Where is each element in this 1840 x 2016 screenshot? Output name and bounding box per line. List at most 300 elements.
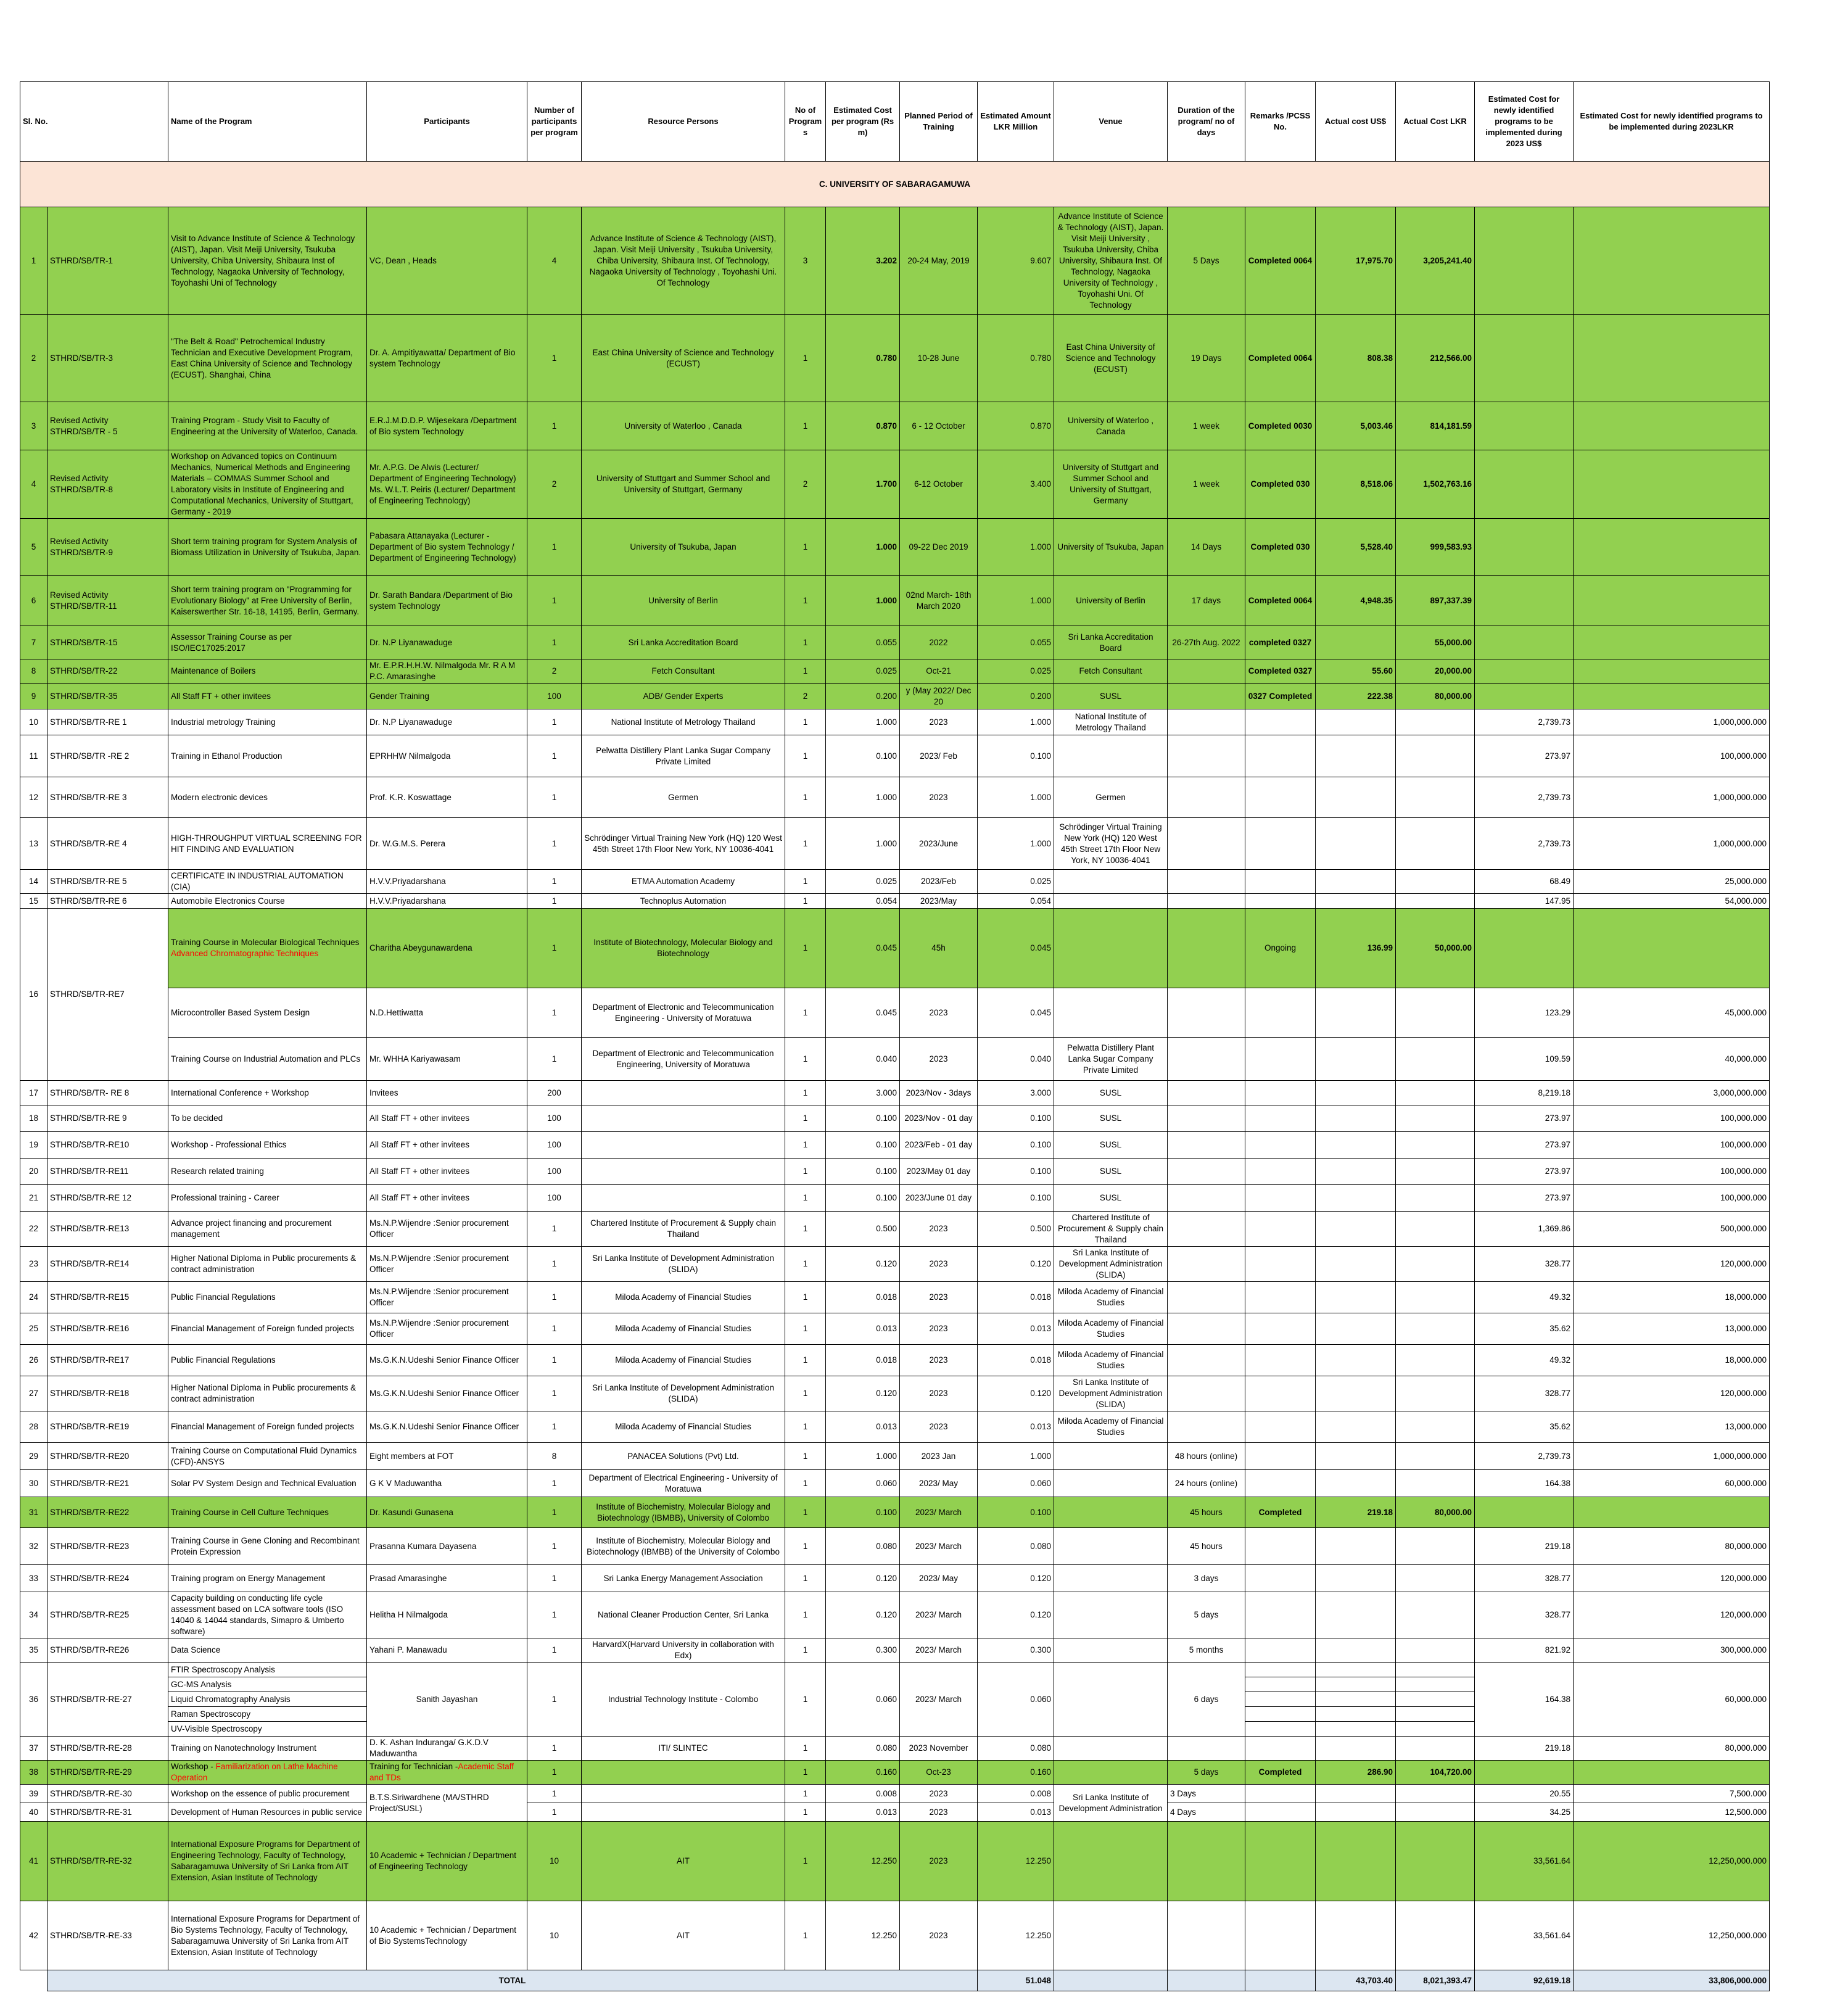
row-actual-lkr — [1396, 988, 1475, 1038]
row-no-programs: 1 — [785, 576, 826, 626]
table-row — [20, 870, 1770, 894]
row-est-cost: 1.000 — [826, 709, 900, 735]
row-est-usd: 68.49 — [1475, 870, 1574, 894]
row-est-lkr: 18,000.000 — [1574, 1282, 1770, 1313]
row-period: 2022 — [900, 626, 978, 659]
row-est-lkr: 1,000,000.000 — [1574, 818, 1770, 870]
row-pcss — [1245, 894, 1316, 909]
header-program: Name of the Program — [168, 82, 367, 162]
row-program-name — [168, 1497, 367, 1528]
row-program-name — [168, 818, 367, 870]
row-num-participants: 1 — [527, 1592, 582, 1638]
row-venue — [1054, 1565, 1168, 1592]
row-est-lkr: 100,000.000 — [1574, 735, 1770, 777]
row-est-usd: 49.32 — [1475, 1345, 1574, 1376]
row-sl: 5 — [20, 519, 47, 576]
row-est-cost: 0.100 — [826, 1185, 900, 1212]
row-sl: 22 — [20, 1212, 47, 1247]
row-program-name: Development of Human Resources in public service — [168, 1803, 367, 1822]
row-code: STHRD/SB/TR-RE 5 — [47, 870, 168, 894]
row-est-cost: 0.100 — [826, 1132, 900, 1159]
row-analysis-item: Liquid Chromatography Analysis — [168, 1692, 367, 1707]
row-analysis-item: UV-Visible Spectroscopy — [168, 1722, 367, 1737]
row-program-name — [168, 1470, 367, 1497]
row-est-lkr: 40,000.000 — [1574, 1038, 1770, 1081]
row-est-usd — [1475, 1761, 1574, 1785]
row-period: 2023 — [900, 1247, 978, 1282]
row-est-lkr: 60,000.000 — [1574, 1470, 1770, 1497]
row-est-amount: 0.018 — [978, 1282, 1054, 1313]
program-name-text: Advance project financing and procurement management — [171, 1218, 332, 1239]
table-row — [20, 909, 1770, 988]
row-est-cost: 0.200 — [826, 684, 900, 709]
row-code: STHRD/SB/TR-15 — [47, 626, 168, 659]
row-actual-usd — [1316, 1038, 1396, 1081]
row-actual-lkr — [1396, 709, 1475, 735]
row-actual-lkr — [1396, 1565, 1475, 1592]
row-duration — [1168, 1132, 1245, 1159]
row-resource: Schrödinger Virtual Training New York (HQ) 120 West 45th Street 17th Floor New York, NY 10036-4041 — [582, 818, 785, 870]
row-sl: 13 — [20, 818, 47, 870]
table-row — [20, 402, 1770, 450]
row-duration — [1168, 1105, 1245, 1132]
row-actual-usd — [1316, 1247, 1396, 1282]
row-actual-usd — [1316, 1185, 1396, 1212]
row-duration: 5 days — [1168, 1592, 1245, 1638]
row-actual-usd: 5,003.46 — [1316, 402, 1396, 450]
row-resource: Sri Lanka Institute of Development Administration (SLIDA) — [582, 1376, 785, 1411]
total-blank — [20, 1970, 47, 1991]
row-est-usd: 328.77 — [1475, 1247, 1574, 1282]
row-actual-usd — [1316, 1677, 1396, 1692]
row-est-cost: 0.040 — [826, 1038, 900, 1081]
row-code: STHRD/SB/TR-RE14 — [47, 1247, 168, 1282]
row-participants — [367, 1247, 527, 1282]
row-period: 2023/ May — [900, 1470, 978, 1497]
row-num-participants: 1 — [527, 1411, 582, 1443]
row-sl: 41 — [20, 1822, 47, 1901]
row-code: Revised Activity STHRD/SB/TR-8 — [47, 450, 168, 519]
row-no-programs: 1 — [785, 659, 826, 684]
row-resource: Sri Lanka Accreditation Board — [582, 626, 785, 659]
row-est-amount: 1.000 — [978, 519, 1054, 576]
row-actual-usd — [1316, 1528, 1396, 1565]
row-program-name — [168, 1081, 367, 1105]
row-sl: 2 — [20, 315, 47, 402]
row-duration — [1168, 894, 1245, 909]
row-program-name — [168, 519, 367, 576]
table-row — [20, 988, 1770, 1038]
row-sl: 28 — [20, 1411, 47, 1443]
program-name-text: HIGH-THROUGHPUT VIRTUAL SCREENING FOR HIT FINDING AND EVALUATION — [171, 833, 362, 854]
row-sl: 26 — [20, 1345, 47, 1376]
row-est-usd: 8,219.18 — [1475, 1081, 1574, 1105]
row-num-participants: 1 — [527, 1313, 582, 1345]
row-no-programs: 1 — [785, 1528, 826, 1565]
row-duration — [1168, 1376, 1245, 1411]
program-name-text: To be decided — [171, 1113, 223, 1123]
table-row — [20, 735, 1770, 777]
row-est-amount: 0.100 — [978, 1497, 1054, 1528]
row-venue — [1054, 1528, 1168, 1565]
row-est-usd: 20.55 — [1475, 1785, 1574, 1803]
row-duration — [1168, 870, 1245, 894]
row-est-amount: 0.100 — [978, 1105, 1054, 1132]
row-program-name — [168, 1411, 367, 1443]
header-num-participants: Number of participants per program — [527, 82, 582, 162]
row-code: STHRD/SB/TR-RE17 — [47, 1345, 168, 1376]
row-est-amount: 3.000 — [978, 1081, 1054, 1105]
row-est-amount: 0.120 — [978, 1376, 1054, 1411]
row-actual-lkr: 104,720.00 — [1396, 1761, 1475, 1785]
row-actual-lkr — [1396, 1081, 1475, 1105]
row-est-lkr: 1,000,000.000 — [1574, 709, 1770, 735]
row-actual-lkr — [1396, 1737, 1475, 1761]
row-est-amount: 0.160 — [978, 1761, 1054, 1785]
row-num-participants: 1 — [527, 1282, 582, 1313]
table-row — [20, 1592, 1770, 1638]
participants-text: All Staff FT + other invitees — [369, 1167, 469, 1176]
row-duration — [1168, 1282, 1245, 1313]
row-period: 2023 November — [900, 1737, 978, 1761]
row-num-participants: 1 — [527, 1345, 582, 1376]
row-actual-usd — [1316, 870, 1396, 894]
row-est-amount: 0.013 — [978, 1803, 1054, 1822]
row-actual-lkr — [1396, 894, 1475, 909]
row-est-usd: 147.95 — [1475, 894, 1574, 909]
row-actual-lkr — [1396, 1376, 1475, 1411]
row-est-cost: 0.100 — [826, 1497, 900, 1528]
row-program-name — [168, 684, 367, 709]
program-name-text: Workshop - Professional Ethics — [171, 1140, 287, 1149]
row-est-usd — [1475, 909, 1574, 988]
row-pcss — [1245, 1803, 1316, 1822]
row-period: 2023/ May — [900, 1565, 978, 1592]
row-sl: 21 — [20, 1185, 47, 1212]
row-est-lkr — [1574, 1761, 1770, 1785]
row-period: 02nd March- 18th March 2020 — [900, 576, 978, 626]
row-code: STHRD/SB/TR- RE 8 — [47, 1081, 168, 1105]
row-est-cost: 12.250 — [826, 1901, 900, 1970]
row-pcss — [1245, 1528, 1316, 1565]
row-est-usd: 123.29 — [1475, 988, 1574, 1038]
row-est-cost: 0.100 — [826, 735, 900, 777]
row-venue: Fetch Consultant — [1054, 659, 1168, 684]
participants-text: E.R.J.M.D.D.P. Wijesekara /Department of Bio system Technology — [369, 415, 517, 436]
row-est-cost: 0.500 — [826, 1212, 900, 1247]
header-est-usd-2023: Estimated Cost for newly identified programs to be implemented during 2023 US$ — [1475, 82, 1574, 162]
row-actual-lkr: 3,205,241.40 — [1396, 207, 1475, 315]
row-pcss — [1245, 1105, 1316, 1132]
row-actual-usd — [1316, 1722, 1396, 1737]
row-participants — [367, 1282, 527, 1313]
row-duration — [1168, 1212, 1245, 1247]
row-duration: 4 Days — [1168, 1803, 1245, 1822]
row-code: STHRD/SB/TR-RE23 — [47, 1528, 168, 1565]
row-venue: SUSL — [1054, 1159, 1168, 1185]
row-duration: 5 months — [1168, 1638, 1245, 1663]
row-duration — [1168, 1822, 1245, 1901]
row-actual-usd — [1316, 894, 1396, 909]
row-actual-lkr — [1396, 1785, 1475, 1803]
row-actual-usd: 4,948.35 — [1316, 576, 1396, 626]
participants-text: Ms.N.P.Wijendre :Senior procurement Officer — [369, 1218, 509, 1239]
row-program-name — [168, 207, 367, 315]
row-participants — [367, 1737, 527, 1761]
row-resource: Institute of Biotechnology, Molecular Biology and Biotechnology — [582, 909, 785, 988]
row-pcss — [1245, 1212, 1316, 1247]
row-participants — [367, 709, 527, 735]
row-est-cost: 0.100 — [826, 1159, 900, 1185]
row-est-cost: 1.000 — [826, 576, 900, 626]
row-est-lkr: 54,000.000 — [1574, 894, 1770, 909]
row-sl: 35 — [20, 1638, 47, 1663]
row-est-lkr: 12,250,000.000 — [1574, 1901, 1770, 1970]
row-est-lkr: 100,000.000 — [1574, 1105, 1770, 1132]
row-duration — [1168, 1185, 1245, 1212]
row-participants — [367, 1470, 527, 1497]
row-est-lkr — [1574, 402, 1770, 450]
row-est-usd: 328.77 — [1475, 1565, 1574, 1592]
row-duration: 45 hours — [1168, 1497, 1245, 1528]
row-est-amount: 0.120 — [978, 1565, 1054, 1592]
row-sl: 33 — [20, 1565, 47, 1592]
row-participants — [367, 659, 527, 684]
row-est-amount: 0.780 — [978, 315, 1054, 402]
row-actual-usd — [1316, 1901, 1396, 1970]
participants-text: Ms.N.P.Wijendre :Senior procurement Officer — [369, 1287, 509, 1307]
program-name-text: Industrial metrology Training — [171, 717, 276, 727]
row-actual-usd — [1316, 1212, 1396, 1247]
row-participants — [367, 1592, 527, 1638]
row-analysis-item: FTIR Spectroscopy Analysis — [168, 1663, 367, 1677]
row-code: STHRD/SB/TR-RE11 — [47, 1159, 168, 1185]
row-pcss — [1245, 1677, 1316, 1692]
row-actual-usd — [1316, 1592, 1396, 1638]
row-est-lkr: 100,000.000 — [1574, 1159, 1770, 1185]
row-period: 2023/ March — [900, 1592, 978, 1638]
row-est-lkr: 1,000,000.000 — [1574, 1443, 1770, 1470]
row-period: 2023 — [900, 1212, 978, 1247]
table-row — [20, 1282, 1770, 1313]
row-actual-lkr — [1396, 1411, 1475, 1443]
row-duration — [1168, 659, 1245, 684]
row-analysis-item: Raman Spectroscopy — [168, 1707, 367, 1722]
row-actual-usd: 55.60 — [1316, 659, 1396, 684]
row-venue — [1054, 909, 1168, 988]
row-est-amount: 0.055 — [978, 626, 1054, 659]
row-actual-lkr: 897,337.39 — [1396, 576, 1475, 626]
row-pcss — [1245, 1722, 1316, 1737]
row-est-amount: 0.060 — [978, 1470, 1054, 1497]
row-num-participants: 1 — [527, 909, 582, 988]
row-program-name — [168, 870, 367, 894]
row-num-participants: 1 — [527, 402, 582, 450]
row-est-amount: 0.100 — [978, 735, 1054, 777]
row-no-programs: 1 — [785, 1159, 826, 1185]
row-est-cost: 0.160 — [826, 1761, 900, 1785]
row-program-name — [168, 1313, 367, 1345]
header-actual-lkr: Actual Cost LKR — [1396, 82, 1475, 162]
row-est-amount: 0.025 — [978, 870, 1054, 894]
row-est-lkr: 18,000.000 — [1574, 1345, 1770, 1376]
program-name-text: "The Belt & Road" Petrochemical Industry Technician and Executive Development Program, East China University of Science and Technology (ECUST). Shanghai, China — [171, 336, 353, 379]
row-est-cost: 3.202 — [826, 207, 900, 315]
participants-text: Mr. E.P.R.H.H.W. Nilmalgoda Mr. R A M P.C. Amarasinghe — [369, 661, 516, 681]
row-num-participants: 1 — [527, 1247, 582, 1282]
row-est-amount: 1.000 — [978, 818, 1054, 870]
program-name-text: Training Course on Industrial Automation and PLCs — [171, 1054, 361, 1064]
row-est-lkr: 12,250,000.000 — [1574, 1822, 1770, 1901]
row-code: STHRD/SB/TR -RE 2 — [47, 735, 168, 777]
row-sl: 17 — [20, 1081, 47, 1105]
row-pcss — [1245, 1247, 1316, 1282]
row-period: 2023 — [900, 988, 978, 1038]
row-actual-usd — [1316, 1737, 1396, 1761]
row-est-amount: 0.300 — [978, 1638, 1054, 1663]
row-venue: University of Berlin — [1054, 576, 1168, 626]
row-venue: Sri Lanka Institute of Development Administration (SLIDA) — [1054, 1247, 1168, 1282]
row-duration: 3 Days — [1168, 1785, 1245, 1803]
row-no-programs: 1 — [785, 1345, 826, 1376]
row-pcss — [1245, 1663, 1316, 1677]
row-period: 6 - 12 October — [900, 402, 978, 450]
row-est-usd: 2,739.73 — [1475, 777, 1574, 818]
row-no-programs: 1 — [785, 1803, 826, 1822]
program-name-text: Training Program - Study Visit to Faculty of Engineering at the University of Waterloo, Canada. — [171, 415, 358, 436]
row-est-usd — [1475, 1497, 1574, 1528]
row-num-participants: 8 — [527, 1443, 582, 1470]
table-row — [20, 1528, 1770, 1565]
row-period: 2023 — [900, 1411, 978, 1443]
row-est-cost: 0.780 — [826, 315, 900, 402]
row-participants — [367, 450, 527, 519]
row-no-programs: 1 — [785, 1105, 826, 1132]
row-actual-usd — [1316, 988, 1396, 1038]
row-duration: 48 hours (online) — [1168, 1443, 1245, 1470]
row-duration — [1168, 1247, 1245, 1282]
row-code: STHRD/SB/TR-RE-32 — [47, 1822, 168, 1901]
row-participants — [367, 1159, 527, 1185]
row-pcss — [1245, 1638, 1316, 1663]
row-no-programs: 1 — [785, 1822, 826, 1901]
row-pcss — [1245, 1470, 1316, 1497]
row-participants — [367, 1497, 527, 1528]
row-duration: 17 days — [1168, 576, 1245, 626]
row-est-cost: 1.700 — [826, 450, 900, 519]
row-pcss: Completed — [1245, 1497, 1316, 1528]
table-row — [20, 1247, 1770, 1282]
program-name-text: Maintenance of Boilers — [171, 666, 256, 675]
row-code: Revised Activity STHRD/SB/TR - 5 — [47, 402, 168, 450]
row-sl: 14 — [20, 870, 47, 894]
row-est-lkr — [1574, 315, 1770, 402]
row-resource: University of Berlin — [582, 576, 785, 626]
row-no-programs: 2 — [785, 450, 826, 519]
row-est-amount: 0.870 — [978, 402, 1054, 450]
program-name-text: Training program on Energy Management — [171, 1573, 326, 1583]
row-num-participants: 10 — [527, 1822, 582, 1901]
row-sl: 29 — [20, 1443, 47, 1470]
row-num-participants: 100 — [527, 1185, 582, 1212]
row-actual-lkr: 212,566.00 — [1396, 315, 1475, 402]
row-est-amount: 0.045 — [978, 909, 1054, 988]
row-resource: ETMA Automation Academy — [582, 870, 785, 894]
row-participants — [367, 684, 527, 709]
row-actual-lkr — [1396, 1038, 1475, 1081]
participants-text: Yahani P. Manawadu — [369, 1645, 447, 1655]
table-row — [20, 1376, 1770, 1411]
row-resource: University of Tsukuba, Japan — [582, 519, 785, 576]
program-name-text: CERTIFICATE IN INDUSTRIAL AUTOMATION (CIA) — [171, 871, 344, 891]
row-sl: 16 — [20, 909, 47, 1081]
participants-text: Dr. W.G.M.S. Perera — [369, 838, 446, 848]
participants-text: Dr. N.P Liyanawaduge — [369, 717, 453, 727]
row-venue: SUSL — [1054, 1081, 1168, 1105]
row-actual-lkr — [1396, 870, 1475, 894]
row-no-programs: 1 — [785, 1638, 826, 1663]
row-no-programs: 1 — [785, 1663, 826, 1737]
row-resource: Chartered Institute of Procurement & Supply chain Thailand — [582, 1212, 785, 1247]
row-pcss: Completed — [1245, 1761, 1316, 1785]
row-code: STHRD/SB/TR-RE15 — [47, 1282, 168, 1313]
row-actual-lkr — [1396, 1692, 1475, 1707]
row-est-cost: 0.013 — [826, 1313, 900, 1345]
row-period: 2023 — [900, 1803, 978, 1822]
row-code: STHRD/SB/TR-RE22 — [47, 1497, 168, 1528]
row-num-participants: 1 — [527, 1212, 582, 1247]
row-duration — [1168, 1901, 1245, 1970]
row-sl: 30 — [20, 1470, 47, 1497]
row-participants — [367, 1638, 527, 1663]
row-pcss — [1245, 1443, 1316, 1470]
row-code: STHRD/SB/TR-35 — [47, 684, 168, 709]
participants-text: Dr. N.P Liyanawaduge — [369, 637, 453, 647]
participants-text: All Staff FT + other invitees — [369, 1140, 469, 1149]
row-pcss — [1245, 1038, 1316, 1081]
table-row — [20, 576, 1770, 626]
row-participants — [367, 1105, 527, 1132]
row-est-amount: 0.080 — [978, 1737, 1054, 1761]
total-est-usd: 92,619.18 — [1475, 1970, 1574, 1991]
row-est-cost: 3.000 — [826, 1081, 900, 1105]
row-venue: SUSL — [1054, 684, 1168, 709]
row-est-cost: 0.055 — [826, 626, 900, 659]
row-program-name — [168, 1528, 367, 1565]
row-actual-usd — [1316, 1345, 1396, 1376]
participants-text: G K V Maduwantha — [369, 1478, 442, 1488]
row-program-name — [168, 777, 367, 818]
row-actual-lkr — [1396, 735, 1475, 777]
row-est-usd: 33,561.64 — [1475, 1822, 1574, 1901]
row-resource: University of Stuttgart and Summer School and University of Stuttgart, Germany — [582, 450, 785, 519]
row-participants — [367, 777, 527, 818]
total-actual-lkr: 8,021,393.47 — [1396, 1970, 1475, 1991]
row-program-name — [168, 1345, 367, 1376]
table-row — [20, 1663, 1770, 1677]
row-actual-usd: 222.38 — [1316, 684, 1396, 709]
row-program-name — [168, 1038, 367, 1081]
table-row — [20, 659, 1770, 684]
row-resource — [582, 1159, 785, 1185]
row-participants — [367, 1345, 527, 1376]
row-code: STHRD/SB/TR-RE13 — [47, 1212, 168, 1247]
row-no-programs: 1 — [785, 988, 826, 1038]
row-est-lkr — [1574, 626, 1770, 659]
row-resource: HarvardX(Harvard University in collaboration with Edx) — [582, 1638, 785, 1663]
row-venue: East China University of Science and Technology (ECUST) — [1054, 315, 1168, 402]
row-participants — [367, 894, 527, 909]
